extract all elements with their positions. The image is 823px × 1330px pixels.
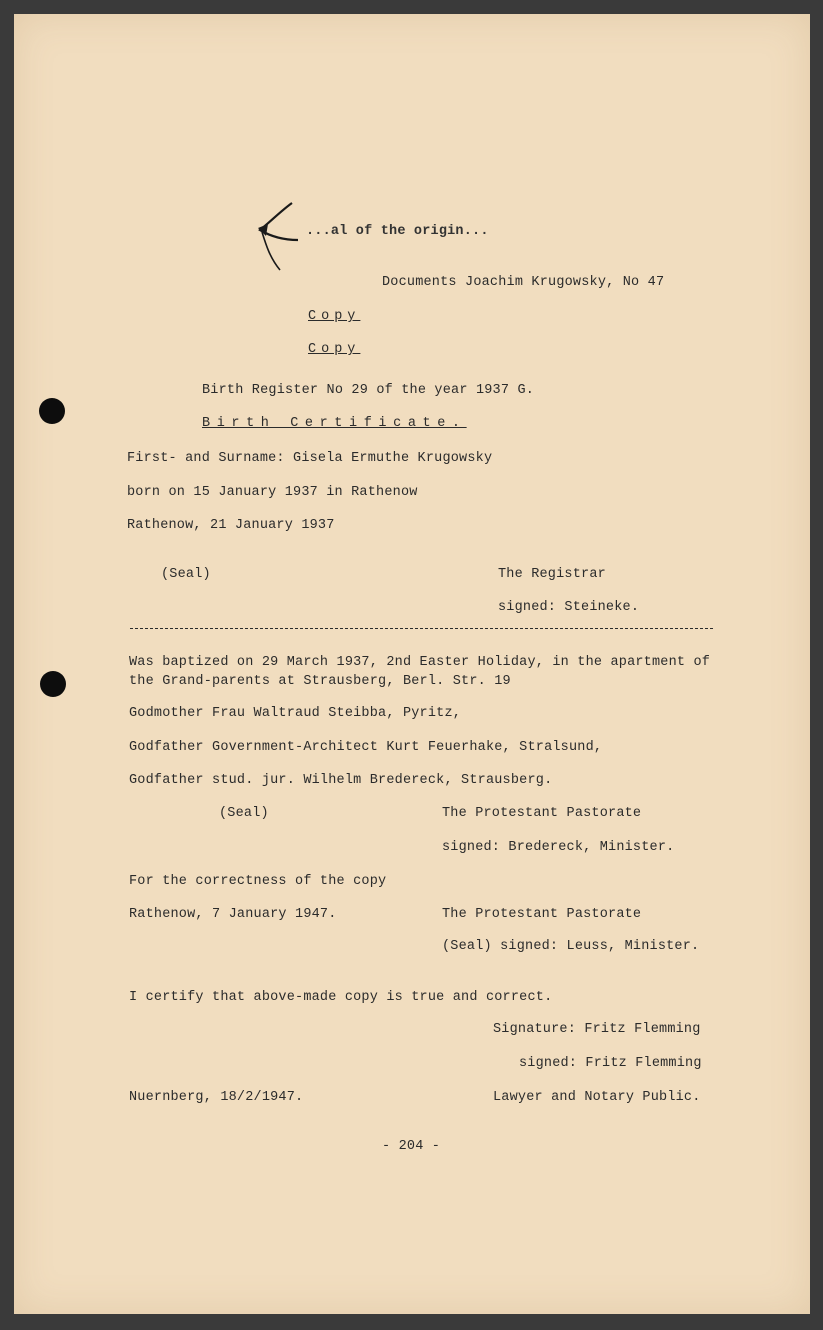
godfather-line-1: Godfather Government-Architect Kurt Feuerhake, Stralsund, [129, 740, 603, 755]
name-line: First- and Surname: Gisela Ermuthe Krugowsky [127, 451, 493, 466]
registrar-title: The Registrar [498, 567, 606, 582]
page-number: - 204 - [382, 1139, 441, 1154]
godfather-line-2: Godfather stud. jur. Wilhelm Bredereck, Strausberg. [129, 773, 553, 788]
copy-pastorate-title: The Protestant Pastorate [442, 907, 642, 922]
born-line: born on 15 January 1937 in Rathenow [127, 485, 418, 500]
pastorate-title: The Protestant Pastorate [442, 806, 642, 821]
notary-title: Lawyer and Notary Public. [493, 1090, 701, 1105]
handwritten-arrow-mark [252, 200, 302, 275]
certification-place-date: Nuernberg, 18/2/1947. [129, 1090, 304, 1105]
copy-label-2: Copy [308, 342, 361, 357]
baptism-line-1: Was baptized on 29 March 1937, 2nd Easter Holiday, in the apartment of [129, 655, 711, 670]
copy-label-1: Copy [308, 309, 361, 324]
registrar-signature: signed: Steineke. [498, 600, 640, 615]
pastorate-signature: signed: Bredereck, Minister. [442, 840, 675, 855]
notary-signature: Signature: Fritz Flemming [493, 1022, 701, 1037]
birth-register-line: Birth Register No 29 of the year 1937 G. [202, 383, 535, 398]
baptism-line-2: the Grand-parents at Strausberg, Berl. Str. 19 [129, 674, 511, 689]
certification-statement: I certify that above-made copy is true and correct. [129, 990, 553, 1005]
copy-place-date: Rathenow, 7 January 1947. [129, 907, 337, 922]
certificate-title: Birth Certificate. [202, 416, 467, 431]
faint-stamp-text: ...al of the origin... [306, 224, 489, 239]
copy-seal-signature: (Seal) signed: Leuss, Minister. [442, 939, 700, 954]
notary-signed: signed: Fritz Flemming [519, 1056, 702, 1071]
document-reference: Documents Joachim Krugowsky, No 47 [382, 275, 665, 290]
punch-hole-bottom [40, 671, 66, 697]
section-divider [130, 628, 713, 629]
punch-hole-top [39, 398, 65, 424]
registrar-seal: (Seal) [161, 567, 211, 582]
place-date-line: Rathenow, 21 January 1937 [127, 518, 335, 533]
pastorate-seal: (Seal) [219, 806, 269, 821]
godmother-line: Godmother Frau Waltraud Steibba, Pyritz, [129, 706, 462, 721]
correctness-line: For the correctness of the copy [129, 874, 387, 889]
